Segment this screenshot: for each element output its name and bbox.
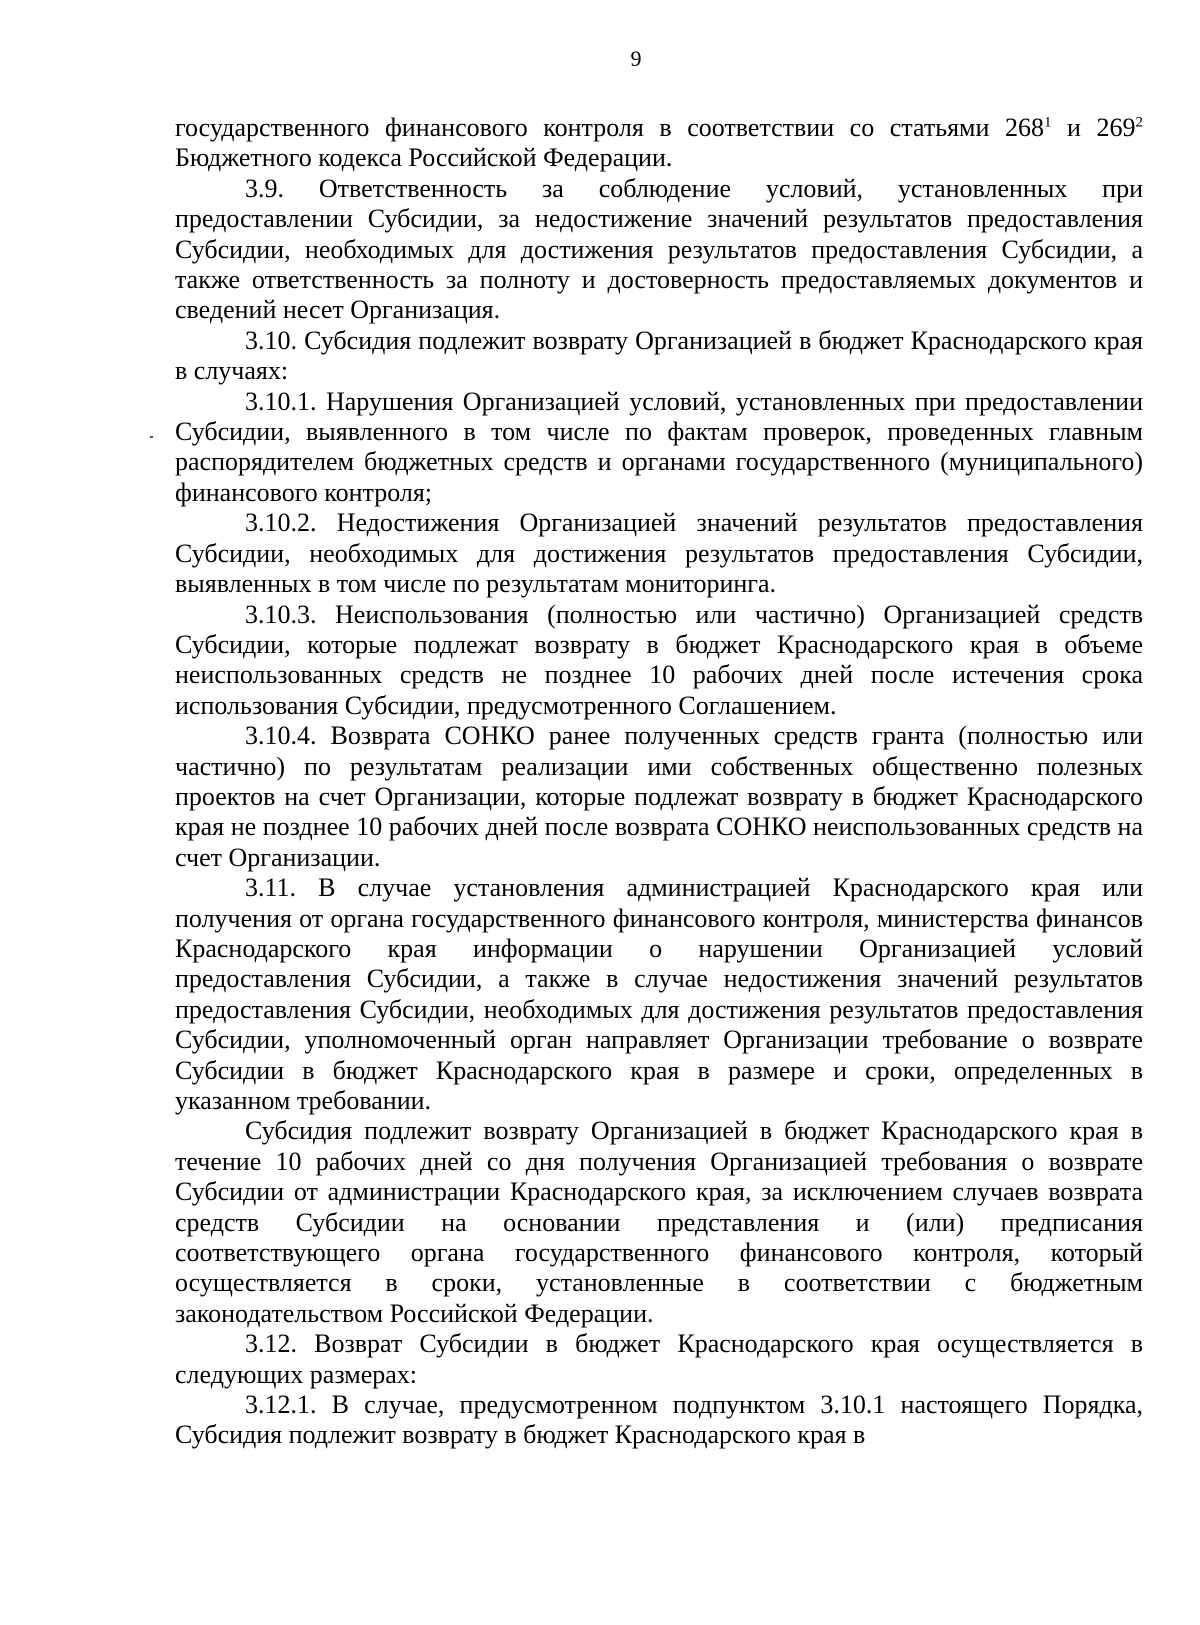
paragraph-3-11-return: Субсидия подлежит возврату Организацией в бюджет Краснодарского края в течение 10 рабочих дней со дня получения Организацией требования о возврате Субсидии от администрации Краснодарского края, за исключением случаев возврата средств Субсидии на основании представления и (или) предписания соответствующего органа государственного финансового контроля, который осуществляется в сроки, установленные в соответствии с бюджетным законодательством Российской Федерации.	[175, 1116, 1143, 1328]
scan-speck	[150, 436, 153, 438]
superscript: 1	[1043, 114, 1052, 131]
paragraph-3-12: 3.12. Возврат Субсидии в бюджет Краснодарского края осуществляется в следующих размерах:	[175, 1329, 1143, 1389]
paragraph-text: государственного финансового контроля в соответствии со статьями 268	[175, 113, 1044, 142]
superscript: 2	[1135, 114, 1144, 131]
paragraph-text: Бюджетного кодекса Российской Федерации.	[175, 143, 673, 173]
paragraph-3-10-3: 3.10.3. Неиспользования (полностью или частично) Организацией средств Субсидии, которые подлежат возврату в бюджет Краснодарского края в объеме неиспользованных средств не позднее 10 рабочих дней после истечения срока использования Субсидии, предусмотренного Соглашением.	[175, 599, 1143, 720]
paragraph-3-9: 3.9. Ответственность за соблюдение условий, установленных при предоставлении Субсидии, за недостижение значений результатов предоставления Субсидии, необходимых для достижения результатов предоставления Субсидии, а также ответственность за полноту и достоверность предоставляемых документов и сведений несет Организация.	[175, 173, 1143, 325]
paragraph-3-10-1: 3.10.1. Нарушения Организацией условий, установленных при предоставлении Субсидии, выявленного в том числе по фактам проверок, проведенных главным распорядителем бюджетных средств и органами государственного (муниципального) финансового контроля;	[175, 386, 1143, 507]
paragraph-3-12-1: 3.12.1. В случае, предусмотренном подпунктом 3.10.1 настоящего Порядка, Субсидия подлежит возврату в бюджет Краснодарского края в	[175, 1390, 1143, 1450]
paragraph-continuation	[175, 113, 1143, 174]
page-number: 9	[630, 46, 642, 71]
paragraph-3-10-2: 3.10.2. Недостижения Организацией значений результатов предоставления Субсидии, необходимых для достижения результатов предоставления Субсидии, выявленных в том числе по результатам мониторинга.	[175, 508, 1143, 599]
document-body	[175, 113, 1143, 1451]
paragraph-3-10-4: 3.10.4. Возврата СОНКО ранее полученных средств гранта (полностью или частично) по результатам реализации ими собственных общественно полезных проектов на счет Организации, которые подлежат возврату в бюджет Краснодарского края не позднее 10 рабочих дней после возврата СОНКО неиспользованных средств на счет Организации.	[175, 721, 1143, 872]
paragraph-3-10: 3.10. Субсидия подлежит возврату Организацией в бюджет Краснодарского края в случаях:	[175, 325, 1143, 386]
paragraph-3-11: 3.11. В случае установления администрацией Краснодарского края или получения от органа государственного финансового контроля, министерства финансов Краснодарского края информации о нарушении Организацией условий предоставления Субсидии, а также в случае недостижения значений результатов предоставления Субсидии, необходимых для достижения результатов предоставления Субсидии, уполномоченный орган направляет Организации требование о возврате Субсидии в бюджет Краснодарского края в размере и сроки, определенных в указанном требовании.	[175, 873, 1143, 1115]
paragraph-text: и 269	[1051, 113, 1136, 142]
